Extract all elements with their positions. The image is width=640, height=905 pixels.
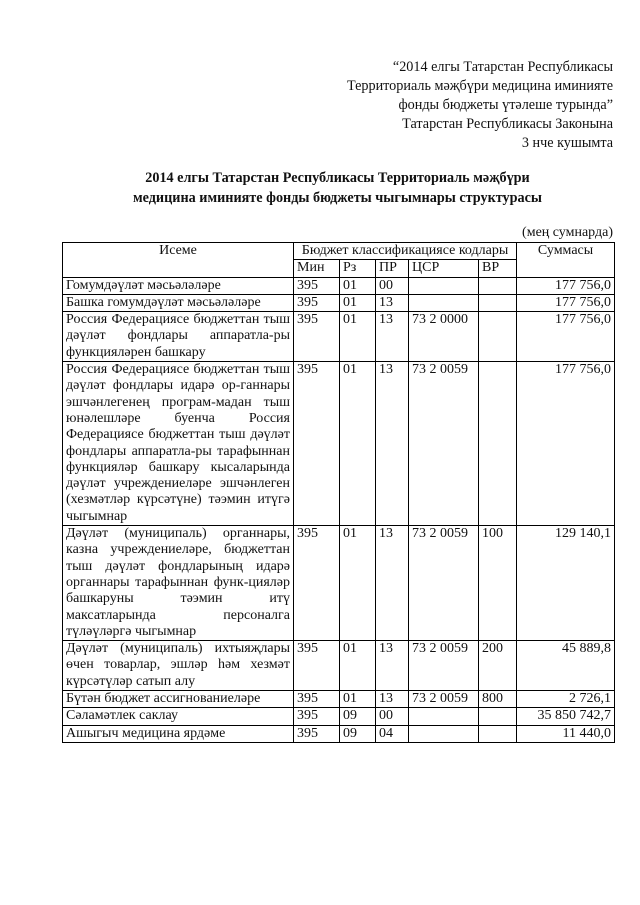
document-title — [60, 168, 615, 208]
appendix-line: Татарстан Республикасы Законына — [402, 116, 613, 132]
title-line: 2014 елгы Татарстан Республикасы Территориаль мәҗбүри — [145, 170, 530, 186]
cell-csr: 73 2 0000 — [409, 312, 479, 362]
cell-rz: 01 — [340, 362, 376, 526]
cell-min: 395 — [294, 725, 340, 742]
cell-min: 395 — [294, 526, 340, 641]
cell-name: Ашыгыч медицина ярдәме — [63, 725, 294, 742]
cell-vr: 800 — [479, 691, 517, 708]
cell-min: 395 — [294, 312, 340, 362]
cell-sum: 11 440,0 — [517, 725, 615, 742]
cell-csr: 73 2 0059 — [409, 641, 479, 691]
cell-sum: 45 889,8 — [517, 641, 615, 691]
cell-rz: 09 — [340, 725, 376, 742]
cell-name: Дәүләт (муниципаль) ихтыяҗлары өчен товарлар, эшләр һәм хезмәт күрсәтүләр сатып алу — [63, 641, 294, 691]
cell-min: 395 — [294, 708, 340, 725]
cell-min: 395 — [294, 641, 340, 691]
table-row — [63, 294, 615, 311]
cell-vr: 100 — [479, 526, 517, 641]
table-row — [63, 312, 615, 362]
cell-csr — [409, 708, 479, 725]
cell-csr — [409, 725, 479, 742]
appendix-reference — [347, 58, 613, 153]
expenditure-table — [62, 242, 615, 743]
table-row — [63, 641, 615, 691]
table-row — [63, 277, 615, 294]
cell-pr: 13 — [376, 312, 409, 362]
units-note: (мең сумнарда) — [522, 225, 613, 240]
header-sum: Суммасы — [517, 243, 615, 278]
cell-pr: 04 — [376, 725, 409, 742]
cell-vr — [479, 312, 517, 362]
cell-pr: 13 — [376, 526, 409, 641]
cell-pr: 00 — [376, 277, 409, 294]
header-pr: ПР — [376, 260, 409, 277]
cell-sum: 177 756,0 — [517, 362, 615, 526]
header-name: Исеме — [63, 243, 294, 278]
cell-min: 395 — [294, 691, 340, 708]
cell-csr: 73 2 0059 — [409, 691, 479, 708]
appendix-line: “2014 елгы Татарстан Республикасы — [392, 59, 613, 75]
cell-csr: 73 2 0059 — [409, 526, 479, 641]
cell-sum: 2 726,1 — [517, 691, 615, 708]
cell-min: 395 — [294, 277, 340, 294]
title-line: медицина иминияте фонды бюджеты чыгымнары структурасы — [132, 190, 542, 206]
cell-vr: 200 — [479, 641, 517, 691]
table-row — [63, 691, 615, 708]
cell-csr: 73 2 0059 — [409, 362, 479, 526]
table-row — [63, 708, 615, 725]
cell-sum: 35 850 742,7 — [517, 708, 615, 725]
cell-vr — [479, 294, 517, 311]
cell-name: Россия Федерациясе бюджеттан тыш дәүләт фондлары идарә ор-ганнары эшчәнлегенең програм-мадан тыш юнәлешләре буенча Россия Федерациясе бюджеттан тыш дәүләт фондлары аппаратла-ры тарафыннан функцияләр башкару кысаларында дәүләт учреждениеләре эшчәнлеген (хезмәтләр күрсәтүне) тәэмин итүгә чыгымнар — [63, 362, 294, 526]
cell-csr — [409, 277, 479, 294]
header-min: Мин — [294, 260, 340, 277]
table-row — [63, 725, 615, 742]
cell-name: Бүтән бюджет ассигнованиеләре — [63, 691, 294, 708]
cell-rz: 01 — [340, 641, 376, 691]
cell-sum: 177 756,0 — [517, 294, 615, 311]
cell-rz: 01 — [340, 312, 376, 362]
cell-rz: 09 — [340, 708, 376, 725]
table-row — [63, 362, 615, 526]
cell-name: Башка гомумдәүләт мәсьәләләре — [63, 294, 294, 311]
header-csr: ЦСР — [409, 260, 479, 277]
cell-vr — [479, 362, 517, 526]
table-row — [63, 526, 615, 641]
cell-min: 395 — [294, 294, 340, 311]
appendix-line: фонды бюджеты үтәлеше турында” — [398, 97, 613, 113]
cell-vr — [479, 725, 517, 742]
cell-pr: 13 — [376, 362, 409, 526]
cell-pr: 13 — [376, 641, 409, 691]
cell-csr — [409, 294, 479, 311]
cell-pr: 13 — [376, 294, 409, 311]
cell-name: Дәүләт (муниципаль) органнары, казна учреждениеләре, бюджеттан тыш дәүләт фондларының идарә органнары тарафыннан функ-цияләр башкаруны тәэмин итү максатларында персоналга түләүләргә чыгымнар — [63, 526, 294, 641]
cell-sum: 177 756,0 — [517, 312, 615, 362]
header-rz: Рз — [340, 260, 376, 277]
cell-name: Гомумдәүләт мәсьәләләре — [63, 277, 294, 294]
cell-min: 395 — [294, 362, 340, 526]
cell-name: Сәламәтлек саклау — [63, 708, 294, 725]
appendix-line: Территориаль мәҗбүри медицина иминияте — [346, 78, 613, 94]
cell-rz: 01 — [340, 294, 376, 311]
cell-sum: 177 756,0 — [517, 277, 615, 294]
header-classification: Бюджет классификациясе кодлары — [294, 243, 517, 260]
cell-rz: 01 — [340, 277, 376, 294]
cell-pr: 00 — [376, 708, 409, 725]
cell-rz: 01 — [340, 526, 376, 641]
header-vr: ВР — [479, 260, 517, 277]
cell-name: Россия Федерациясе бюджеттан тыш дәүләт фондлары аппаратла-ры функцияләрен башкару — [63, 312, 294, 362]
appendix-line: 3 нче кушымта — [521, 135, 613, 151]
table-body — [63, 277, 615, 742]
cell-vr — [479, 708, 517, 725]
cell-rz: 01 — [340, 691, 376, 708]
cell-vr — [479, 277, 517, 294]
cell-pr: 13 — [376, 691, 409, 708]
cell-sum: 129 140,1 — [517, 526, 615, 641]
